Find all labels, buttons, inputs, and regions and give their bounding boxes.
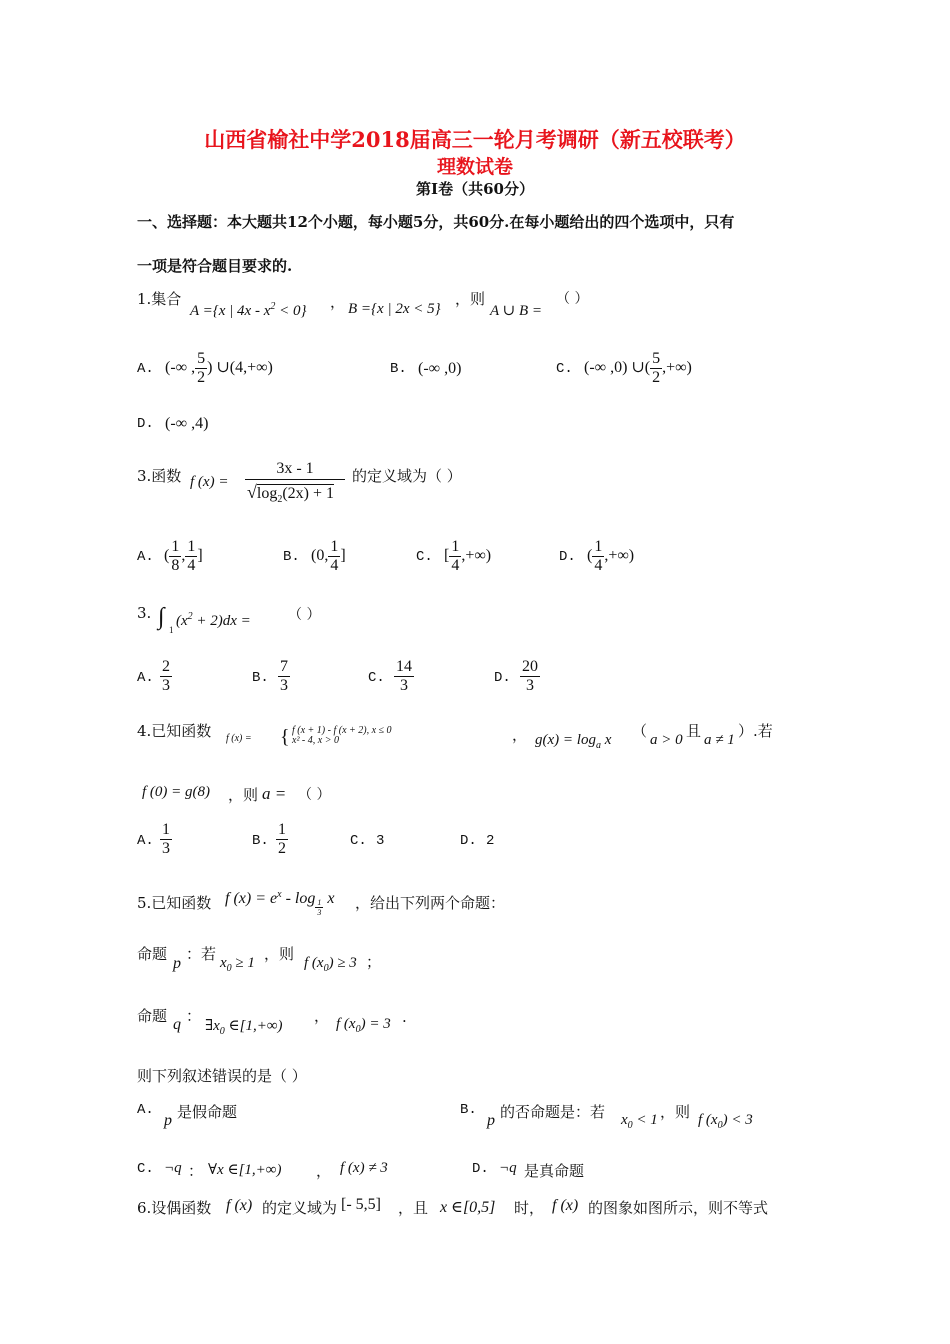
q5-b-res-sub: 0: [717, 1120, 723, 1131]
q6-t4: 的图象如图所示，则不等式: [588, 1199, 769, 1217]
q4-piecewise: [292, 726, 392, 746]
q1-set-a: [190, 301, 306, 320]
q3-integrand: [176, 611, 251, 630]
q3-option-c: [394, 658, 414, 695]
paper-subtitle: 理数试卷: [436, 156, 513, 178]
q5-p-res-end: ) ≥ 3: [328, 955, 357, 971]
q4-a-frac: [160, 821, 172, 858]
q2-c-post: ,+∞): [461, 547, 492, 565]
q4-line2-then: ，则: [228, 786, 259, 804]
q4-comma: ，: [512, 726, 528, 744]
q2-den-log: log: [256, 485, 278, 502]
q1-c-den: 2: [652, 369, 661, 386]
q4-line2-eq: f (0) = g(8): [142, 784, 211, 800]
q2-option-c-label: C.: [416, 549, 433, 565]
q3-label: 3.: [137, 604, 152, 622]
q3-option-a-label: A.: [137, 670, 154, 686]
q3-a-d: 3: [162, 677, 170, 694]
q3-exp: 2: [187, 611, 193, 622]
q1-c-pre: (-∞ ,0) ∪(: [584, 359, 651, 377]
q5-fx: [225, 889, 334, 917]
q1-option-d: (-∞ ,4): [165, 415, 209, 432]
q4-option-c: 3: [376, 833, 385, 849]
q2-b-frac: [328, 538, 340, 575]
q1-label: 1.集合: [137, 290, 182, 308]
q5-b-res-end: ) < 3: [722, 1112, 753, 1128]
q4-b-n: 1: [278, 821, 286, 838]
q1-a-den: 2: [197, 369, 206, 386]
q5-q-exists-sub: 0: [219, 1026, 225, 1037]
q3-option-b: [278, 658, 290, 695]
q4-cond2: a ≠ 1: [704, 732, 735, 748]
q4-label: 4.已知函数: [137, 722, 212, 740]
q2-a-post: ]: [197, 547, 203, 565]
q4-option-a: [160, 821, 172, 858]
q4-and: 且: [686, 722, 702, 740]
q1-set-a-end: < 0}: [275, 303, 307, 319]
q1-option-b: (-∞ ,0): [418, 360, 462, 377]
q2-a-mid: ,: [181, 547, 186, 565]
q3-option-a: [160, 658, 172, 695]
q2-b-d: 4: [330, 557, 339, 574]
q2-c-pre: [: [444, 547, 450, 565]
q5-ask: 则下列叙述错误的是（ ）: [137, 1067, 307, 1085]
q6-t1: 的定义域为: [262, 1199, 338, 1217]
q6-fx2: f (x): [552, 1197, 579, 1214]
q2-a-frac1: [169, 538, 181, 575]
q5-p-cond-sub: 0: [226, 963, 232, 974]
q3-a-frac: [160, 658, 172, 695]
q5-p-res-f: f (x: [304, 955, 324, 971]
q5-d-neg: ¬q: [499, 1160, 517, 1176]
q2-c-frac: [449, 538, 461, 575]
q2-d-frac: [592, 538, 604, 575]
q6-fx: f (x): [226, 1197, 253, 1214]
q4-case1: f (x + 1) - f (x + 2), x ≤ 0: [292, 725, 392, 736]
q3-c-n: 14: [396, 658, 412, 675]
q5-p-cond: [220, 955, 255, 974]
q5-q-dot: .: [402, 1008, 407, 1026]
q2-a-pre: (: [164, 547, 170, 565]
q6-domain: [- 5,5]: [341, 1196, 381, 1213]
q1-option-c: [584, 350, 692, 387]
q4-option-b-label: B.: [252, 833, 269, 849]
q3-b-frac: [278, 658, 290, 695]
q6-t3: 时，: [514, 1199, 545, 1217]
q5-p-cond-end: ≥ 1: [231, 955, 255, 971]
q5-b-res: [698, 1112, 753, 1131]
q4-gx-sub: a: [595, 740, 601, 751]
q5-option-c-label: C.: [137, 1161, 154, 1177]
q5-c-neg: ¬q: [164, 1160, 182, 1176]
q3-d-n: 20: [522, 658, 538, 675]
q1-option-d-label: D.: [137, 416, 154, 432]
q2-fx: f (x) =: [190, 474, 229, 490]
q4-option-b: [276, 821, 288, 858]
part-heading: 第Ⅰ卷（共60分）: [416, 180, 534, 198]
q5-q-colon: ：: [186, 1007, 202, 1025]
sqrt-icon: √: [247, 482, 257, 502]
q5-p-res-sub: 0: [323, 963, 329, 974]
q5-c-colon: ：: [188, 1162, 204, 1180]
paper-title: 山西省榆社中学2018届高三一轮月考调研（新五校联考）: [204, 127, 746, 152]
q2-den-sub: 2: [277, 494, 283, 505]
q4-fx: f (x) =: [226, 733, 252, 744]
q4-line2-blank: （ ）: [298, 787, 331, 803]
q5-fx-text: f (x) = e: [225, 890, 278, 907]
q5-fx-exp: x: [277, 889, 282, 900]
q5-c-res: f (x) ≠ 3: [340, 1160, 388, 1176]
q2-option-c: [444, 538, 491, 575]
q2-label: 3.函数: [137, 467, 182, 485]
q4-option-d: 2: [486, 833, 495, 849]
q6-cond: x ∈[0,5]: [440, 1199, 496, 1216]
q5-q-exists-x: ∃x: [205, 1018, 220, 1034]
q4-a-d: 3: [162, 840, 170, 857]
q4-cond1: a > 0: [650, 732, 683, 748]
q5-q-res-sub: 0: [355, 1024, 361, 1035]
q5-q-res: [336, 1016, 391, 1035]
q3-body-end: + 2)dx =: [192, 613, 251, 629]
q5-fx-end: x: [323, 890, 335, 907]
q5-text: ，给出下列两个命题：: [355, 894, 506, 912]
q5-p-semi: ；: [366, 953, 382, 971]
q2-option-a: [164, 538, 203, 575]
q2-option-d: [587, 538, 634, 575]
q5-c-comma: ，: [316, 1162, 332, 1180]
q5-q-var: q: [173, 1016, 181, 1033]
q2-a-frac2: [185, 538, 197, 575]
q5-p-var: p: [173, 955, 181, 972]
q5-fx-mid: - log: [281, 890, 316, 907]
integral-icon: ∫: [158, 604, 165, 630]
q6-label: 6.设偶函数: [137, 1199, 212, 1217]
q3-option-d: [520, 658, 540, 695]
q4-option-a-label: A.: [137, 833, 154, 849]
q5-b-text: 的否命题是：若: [500, 1103, 606, 1121]
q2-c-n: 1: [451, 538, 460, 555]
q1-option-a-label: A.: [137, 361, 154, 377]
q5-p-colon: ：若: [186, 945, 217, 963]
q4-b-d: 2: [278, 840, 286, 857]
section-instructions-line1: 一、选择题：本大题共12个小题，每小题5分，共60分.在每小题给出的四个选项中，只有: [137, 213, 735, 231]
q4-cond-close: ）.若: [738, 722, 773, 740]
q5-log-base-d: 3: [317, 908, 322, 917]
q2-option-b: [311, 538, 346, 575]
q1-set-b: B ={x | 2x < 5}: [348, 301, 441, 317]
q2-den-end: (2x) + 1: [282, 485, 335, 502]
q5-c-forall: ∀x ∈[1,+∞): [208, 1162, 282, 1178]
q1-comma: ，: [330, 293, 346, 311]
q4-gx: [535, 732, 611, 751]
q1-blank: （ ）: [556, 291, 589, 307]
q1-then: ，则: [455, 290, 486, 308]
q1-c-frac: [650, 350, 662, 387]
q5-q-exists: [205, 1016, 283, 1037]
q4-gx-end: x: [600, 732, 612, 748]
q2-denominator: [245, 482, 345, 505]
q1-a-frac: [195, 350, 207, 387]
q2-d-d: 4: [594, 557, 603, 574]
brace-icon: {: [280, 726, 290, 748]
q5-d-text: 是真命题: [524, 1162, 585, 1180]
q3-option-b-label: B.: [252, 670, 269, 686]
q6-t2: ，且: [398, 1199, 429, 1217]
q5-q-res-f: f (x: [336, 1016, 356, 1032]
q3-option-d-label: D.: [494, 670, 511, 686]
q2-d-pre: (: [587, 547, 593, 565]
q5-b-var: p: [487, 1112, 495, 1129]
q1-a-pre: (-∞ ,: [165, 359, 196, 377]
q2-a-n2: 1: [187, 538, 196, 555]
q5-q-comma: ，: [314, 1007, 330, 1025]
q1-a-num: 5: [197, 350, 206, 367]
q5-q-exists-end: ∈[1,+∞): [224, 1018, 283, 1034]
q2-b-n: 1: [330, 538, 339, 555]
q5-log-base-n: 1: [317, 898, 322, 907]
q3-body: (x: [176, 613, 188, 629]
q1-set-a-exp: 2: [270, 301, 276, 312]
q4-cond-open: （: [632, 722, 648, 740]
q1-c-num: 5: [652, 350, 661, 367]
section-instructions-line2: 一项是符合题目要求的.: [137, 257, 293, 275]
q5-b-cond: [621, 1112, 658, 1131]
q3-a-n: 2: [162, 658, 170, 675]
q3-c-frac: [394, 658, 414, 695]
q5-q-res-end: ) = 3: [360, 1016, 391, 1032]
q5-b-res-f: f (x: [698, 1112, 718, 1128]
q1-option-c-label: C.: [556, 361, 573, 377]
q5-option-d-label: D.: [472, 1161, 489, 1177]
q4-option-d-label: D.: [460, 833, 477, 849]
q2-option-b-label: B.: [283, 549, 300, 565]
q4-gx-text: g(x) = log: [535, 732, 596, 748]
q5-p-then: ，则: [264, 945, 295, 963]
q3-b-n: 7: [280, 658, 288, 675]
q3-lower-bound: 1: [169, 625, 174, 635]
q4-case2: x² - 4, x > 0: [292, 735, 339, 746]
q4-line2-a: a =: [262, 784, 287, 803]
q1-set-a-text: A ={x | 4x - x: [190, 303, 271, 319]
q5-a-var: p: [164, 1112, 172, 1129]
q4-option-c-label: C.: [350, 833, 367, 849]
q5-p-cond-x: x: [220, 955, 227, 971]
q2-text: 的定义域为（ ）: [352, 467, 462, 485]
q2-b-post: ]: [340, 547, 346, 565]
q5-b-then: ，则: [660, 1103, 691, 1121]
q2-option-d-label: D.: [559, 549, 576, 565]
q3-option-c-label: C.: [368, 670, 385, 686]
q2-a-n1: 1: [171, 538, 180, 555]
q3-c-d: 3: [400, 677, 408, 694]
q3-d-d: 3: [526, 677, 534, 694]
q1-a-post: ) ∪(4,+∞): [207, 359, 273, 377]
q4-b-frac: [276, 821, 288, 858]
q3-b-d: 3: [280, 677, 288, 694]
q5-p-label: 命题: [137, 945, 168, 963]
q3-d-frac: [520, 658, 540, 695]
q2-a-d1: 8: [171, 557, 180, 574]
q5-a-text: 是假命题: [177, 1103, 238, 1121]
q5-b-cond-sub: 0: [627, 1120, 633, 1131]
q3-blank: （ ）: [288, 607, 321, 623]
q5-option-b-label: B.: [460, 1102, 477, 1118]
q5-option-a-label: A.: [137, 1102, 154, 1118]
q2-fraction: [245, 460, 345, 505]
q1-option-b-label: B.: [390, 361, 407, 377]
q2-a-d2: 4: [187, 557, 196, 574]
q5-b-cond-x: x: [621, 1112, 628, 1128]
q5-b-cond-end: < 1: [632, 1112, 658, 1128]
q2-c-d: 4: [451, 557, 460, 574]
q2-d-n: 1: [594, 538, 603, 555]
q4-a-n: 1: [162, 821, 170, 838]
q2-b-pre: (0,: [311, 547, 329, 565]
q5-label: 5.已知函数: [137, 894, 212, 912]
q1-union: A ∪ B =: [490, 303, 542, 319]
q2-option-a-label: A.: [137, 549, 154, 565]
q5-p-res: [304, 955, 357, 974]
q2-d-post: ,+∞): [604, 547, 635, 565]
q1-c-post: ,+∞): [662, 359, 692, 377]
q5-q-label: 命题: [137, 1007, 168, 1025]
q2-numerator: 3x - 1: [245, 460, 345, 480]
q1-option-a: [165, 350, 273, 387]
